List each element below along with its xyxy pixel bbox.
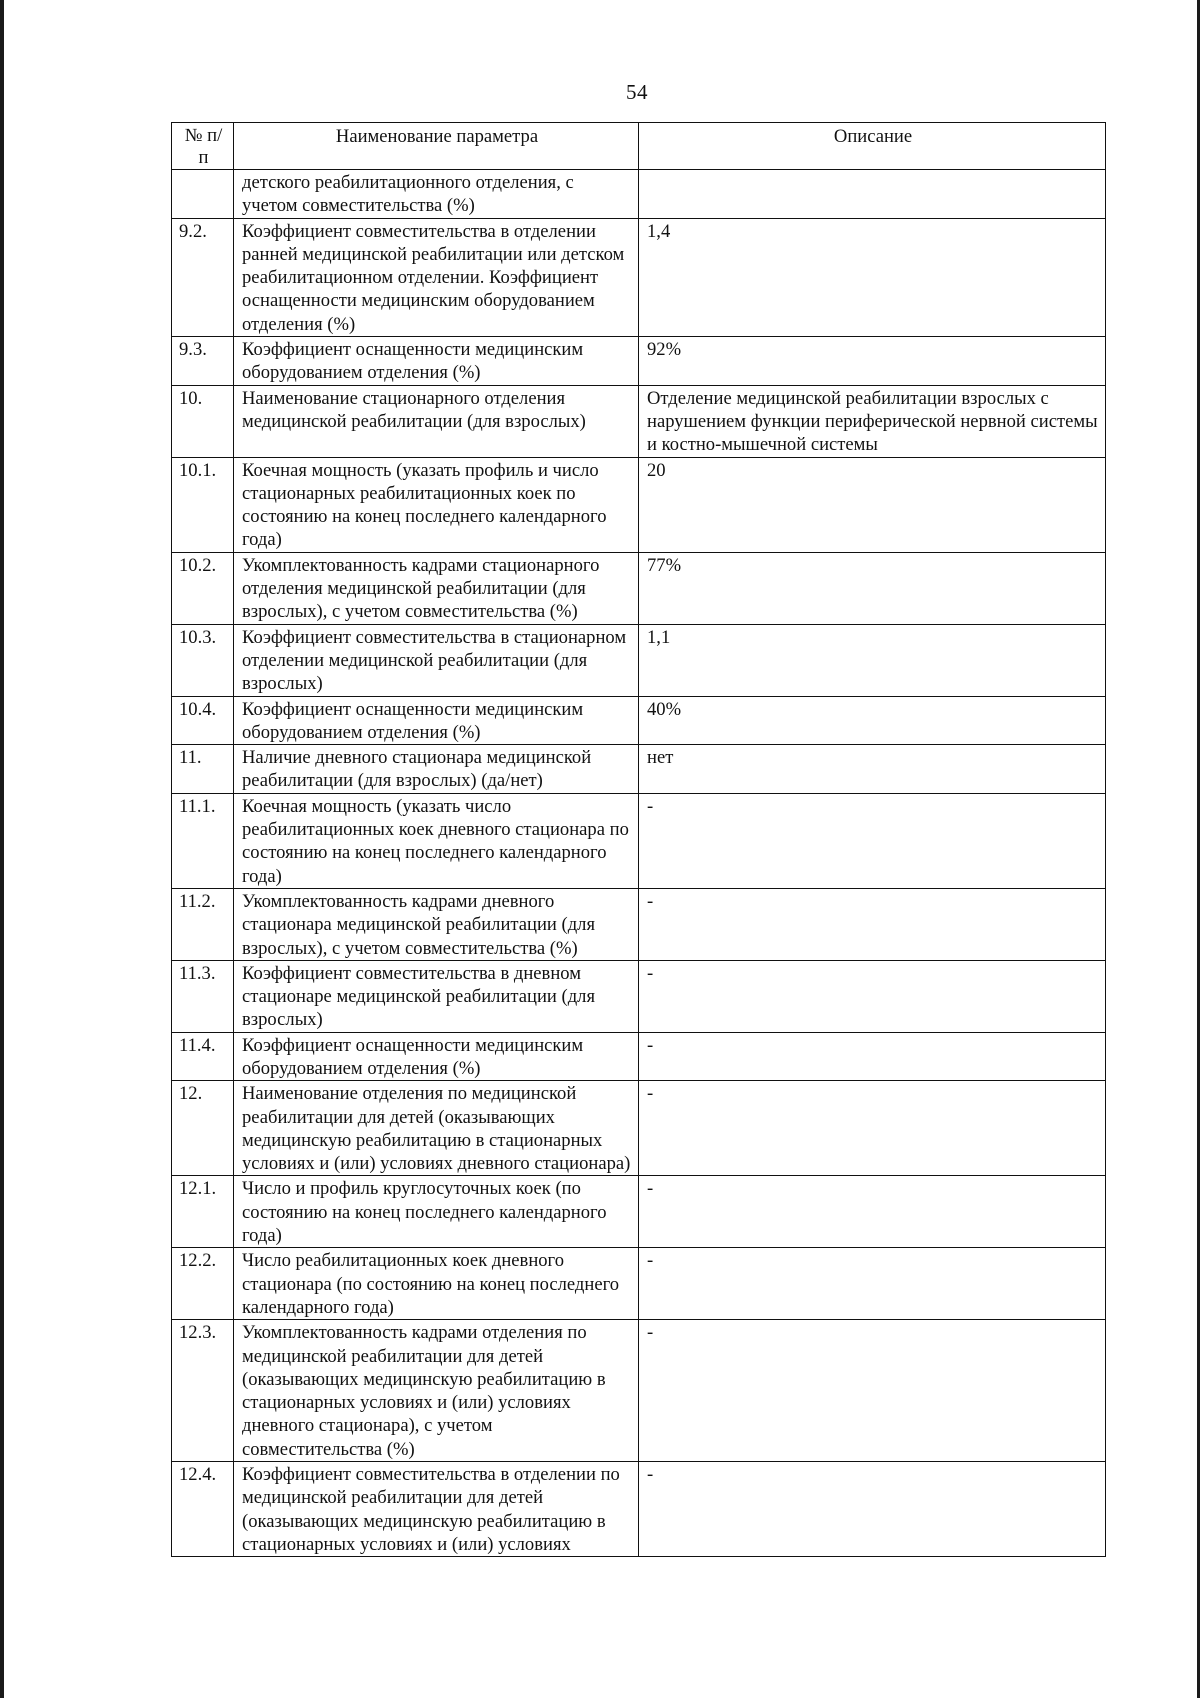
description-cell: 1,4 [639, 218, 1106, 336]
description-cell: 40% [639, 696, 1106, 745]
table-row [172, 457, 1106, 552]
parameter-name-cell: Число и профиль круглосуточных коек (по состоянию на конец последнего календарного года) [234, 1176, 639, 1248]
row-number-cell [172, 170, 234, 219]
row-number-cell: 12.2. [172, 1248, 234, 1320]
row-number-cell: 10.4. [172, 696, 234, 745]
description-cell: - [639, 1032, 1106, 1081]
table-row [172, 1462, 1106, 1557]
row-number-cell: 10.3. [172, 624, 234, 696]
row-number-cell: 11.4. [172, 1032, 234, 1081]
parameter-name-cell: Коэффициент совместительства в отделении по медицинской реабилитации для детей (оказывающих медицинскую реабилитацию в стационарных условиях и (или) условиях [234, 1462, 639, 1557]
parameter-name-cell: Коэффициент оснащенности медицинским оборудованием отделения (%) [234, 1032, 639, 1081]
row-number-cell: 12.3. [172, 1320, 234, 1462]
row-number-cell: 11.1. [172, 793, 234, 888]
row-number-cell: 10.1. [172, 457, 234, 552]
table-row [172, 696, 1106, 745]
scan-border-left [0, 0, 4, 1698]
row-number-cell: 12.4. [172, 1462, 234, 1557]
description-cell: - [639, 1248, 1106, 1320]
parameter-name-cell: Коэффициент совместительства в отделении ранней медицинской реабилитации или детском реабилитационном отделении. Коэффициент оснащенности медицинским оборудованием отделения (%) [234, 218, 639, 336]
description-cell: - [639, 1081, 1106, 1176]
description-cell: Отделение медицинской реабилитации взрослых с нарушением функции периферической нервной системы и костно-мышечной системы [639, 385, 1106, 457]
row-number-cell: 12. [172, 1081, 234, 1176]
parameter-name-cell: Укомплектованность кадрами дневного стационара медицинской реабилитации (для взрослых), с учетом совместительства (%) [234, 888, 639, 960]
row-number-cell: 9.3. [172, 337, 234, 386]
parameter-name-cell: Коэффициент совместительства в стационарном отделении медицинской реабилитации (для взрослых) [234, 624, 639, 696]
row-number-cell: 11.3. [172, 960, 234, 1032]
header-number: № п/п [172, 123, 234, 170]
table-row [172, 218, 1106, 336]
description-cell: - [639, 888, 1106, 960]
description-cell: 92% [639, 337, 1106, 386]
row-number-cell: 9.2. [172, 218, 234, 336]
table-row [172, 1320, 1106, 1462]
description-cell: - [639, 1176, 1106, 1248]
row-number-cell: 11.2. [172, 888, 234, 960]
row-number-cell: 12.1. [172, 1176, 234, 1248]
table-row [172, 793, 1106, 888]
parameters-table [171, 122, 1106, 1557]
page-number: 54 [626, 80, 648, 104]
table-row [172, 1248, 1106, 1320]
table-row [172, 552, 1106, 624]
header-description: Описание [639, 123, 1106, 170]
description-cell: - [639, 960, 1106, 1032]
description-cell: нет [639, 745, 1106, 794]
table-row [172, 1032, 1106, 1081]
table-header-row [172, 123, 1106, 170]
description-cell: - [639, 793, 1106, 888]
table-row [172, 624, 1106, 696]
row-number-cell: 10. [172, 385, 234, 457]
description-cell: 77% [639, 552, 1106, 624]
parameter-name-cell: Коэффициент оснащенности медицинским оборудованием отделения (%) [234, 696, 639, 745]
table-row [172, 960, 1106, 1032]
parameter-name-cell: Коечная мощность (указать профиль и число стационарных реабилитационных коек по состоянию на конец последнего календарного года) [234, 457, 639, 552]
description-cell: - [639, 1462, 1106, 1557]
parameter-name-cell: Коечная мощность (указать число реабилитационных коек дневного стационара по состоянию на конец последнего календарного года) [234, 793, 639, 888]
table-row [172, 385, 1106, 457]
row-number-cell: 10.2. [172, 552, 234, 624]
parameter-name-cell: Наличие дневного стационара медицинской реабилитации (для взрослых) (да/нет) [234, 745, 639, 794]
description-cell [639, 170, 1106, 219]
parameter-name-cell: Коэффициент оснащенности медицинским оборудованием отделения (%) [234, 337, 639, 386]
table-row [172, 888, 1106, 960]
table-row [172, 1176, 1106, 1248]
parameter-name-cell: Наименование стационарного отделения медицинской реабилитации (для взрослых) [234, 385, 639, 457]
parameter-name-cell: Число реабилитационных коек дневного стационара (по состоянию на конец последнего календарного года) [234, 1248, 639, 1320]
table-header [172, 123, 1106, 170]
parameter-name-cell: детского реабилитационного отделения, с учетом совместительства (%) [234, 170, 639, 219]
table-row [172, 745, 1106, 794]
parameter-name-cell: Укомплектованность кадрами стационарного отделения медицинской реабилитации (для взрослых), с учетом совместительства (%) [234, 552, 639, 624]
table-row [172, 1081, 1106, 1176]
description-cell: - [639, 1320, 1106, 1462]
table-body [172, 170, 1106, 1557]
parameter-name-cell: Наименование отделения по медицинской реабилитации для детей (оказывающих медицинскую реабилитацию в стационарных условиях и (или) условиях дневного стационара) [234, 1081, 639, 1176]
description-cell: 1,1 [639, 624, 1106, 696]
description-cell: 20 [639, 457, 1106, 552]
table-row [172, 337, 1106, 386]
table-row [172, 170, 1106, 219]
row-number-cell: 11. [172, 745, 234, 794]
parameter-name-cell: Укомплектованность кадрами отделения по медицинской реабилитации для детей (оказывающих медицинскую реабилитацию в стационарных условиях и (или) условиях дневного стационара), с учетом совместительства (%) [234, 1320, 639, 1462]
parameter-name-cell: Коэффициент совместительства в дневном стационаре медицинской реабилитации (для взрослых) [234, 960, 639, 1032]
header-parameter: Наименование параметра [234, 123, 639, 170]
